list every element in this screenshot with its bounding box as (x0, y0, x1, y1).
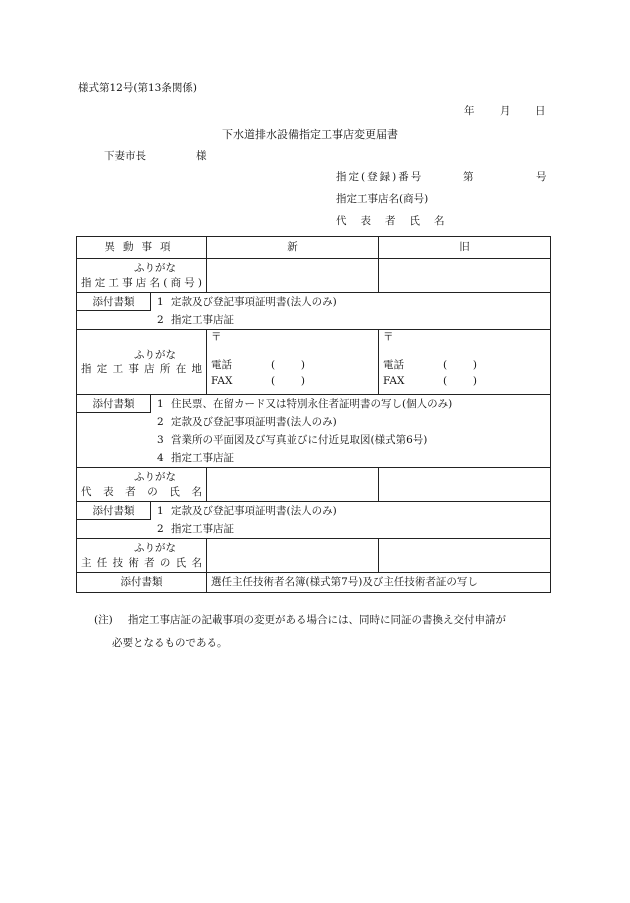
table-row (77, 539, 551, 573)
postal-mark: 〒 (383, 331, 394, 343)
new-shop-name-field[interactable] (207, 259, 379, 293)
attachments-row (77, 293, 551, 330)
attachments-label: 添付書類 (77, 293, 151, 311)
list-item: 4 指定工事店証 (157, 452, 234, 464)
row-label (77, 468, 207, 502)
new-address-field[interactable] (207, 330, 379, 395)
attachments-label: 添付書類 (77, 395, 151, 413)
row-label (77, 259, 207, 293)
phone-parens: ( ) (271, 359, 305, 371)
registration-number-label: 指定(登録)番号 (336, 171, 424, 183)
old-address-field[interactable] (379, 330, 551, 395)
row-label (77, 330, 207, 395)
note-line-1: 指定工事店証の記載事項の変更がある場合には、同時に同証の書換え交付申請が (128, 614, 506, 626)
furigana: ふりがな (134, 348, 176, 361)
list-item: 1 定款及び登記事項証明書(法人のみ) (157, 296, 337, 308)
attachments-cell (77, 293, 551, 330)
list-item: 2 指定工事店証 (157, 523, 234, 535)
table-row (77, 468, 551, 502)
attachments-label: 添付書類 (77, 502, 151, 520)
addressee-name: 下妻市長 (104, 150, 146, 162)
shop-name-label: 指定工事店名(商号) (336, 193, 429, 205)
row-label (77, 539, 207, 573)
note-mark: (注) (94, 614, 113, 626)
attachments-row (77, 573, 551, 593)
table-header-row (77, 237, 551, 259)
registration-go: 号 (536, 171, 547, 183)
change-form-table (76, 236, 551, 593)
row-label-text: 主任技術者の氏名 (81, 556, 202, 569)
registration-dai: 第 (463, 171, 474, 183)
furigana: ふりがな (134, 542, 176, 554)
new-chief-engineer-field[interactable] (207, 539, 379, 573)
furigana: ふりがな (134, 262, 176, 274)
row-label-text: 指定工事店名(商号) (81, 276, 202, 289)
date-year: 年 (464, 105, 475, 117)
date-day: 日 (535, 105, 546, 117)
phone-parens: ( ) (443, 359, 477, 371)
attachments-text: 選任主任技術者名簿(様式第7号)及び主任技術者証の写し (207, 573, 551, 593)
note-line-2: 必要となるものである。 (112, 637, 228, 649)
form-number: 様式第12号(第13条関係) (78, 82, 197, 94)
fax-label: FAX (211, 375, 233, 387)
attachments-row (77, 502, 551, 539)
list-item: 1 住民票、在留カード又は特別永住者証明書の写し(個人のみ) (157, 398, 453, 410)
date-month: 月 (500, 105, 511, 117)
list-item: 2 指定工事店証 (157, 314, 234, 326)
new-representative-field[interactable] (207, 468, 379, 502)
old-representative-field[interactable] (379, 468, 551, 502)
old-shop-name-field[interactable] (379, 259, 551, 293)
phone-label: 電話 (211, 359, 232, 371)
document-title: 下水道排水設備指定工事店変更届書 (222, 128, 398, 141)
list-item: 1 定款及び登記事項証明書(法人のみ) (157, 505, 337, 517)
old-chief-engineer-field[interactable] (379, 539, 551, 573)
list-item: 3 営業所の平面図及び写真並びに付近見取図(様式第6号) (157, 434, 428, 446)
header-item: 異動事項 (77, 237, 207, 259)
table-row (77, 259, 551, 293)
furigana: ふりがな (134, 471, 176, 483)
fax-parens: ( ) (271, 375, 305, 387)
attachments-label: 添付書類 (77, 573, 207, 593)
attachments-row (77, 395, 551, 468)
phone-label: 電話 (383, 359, 404, 371)
header-old: 旧 (379, 237, 551, 259)
addressee-honorific: 様 (196, 150, 207, 162)
representative-label: 代表者氏名 (336, 215, 459, 227)
row-label-text: 指定工事店所在地 (81, 363, 202, 375)
table-row (77, 330, 551, 395)
attachments-cell (77, 502, 551, 539)
row-label-text: 代表者の氏名 (81, 485, 202, 498)
attachments-cell (77, 395, 551, 468)
fax-label: FAX (383, 375, 405, 387)
header-new: 新 (207, 237, 379, 259)
fax-parens: ( ) (443, 375, 477, 387)
list-item: 2 定款及び登記事項証明書(法人のみ) (157, 416, 337, 428)
postal-mark: 〒 (211, 331, 222, 343)
